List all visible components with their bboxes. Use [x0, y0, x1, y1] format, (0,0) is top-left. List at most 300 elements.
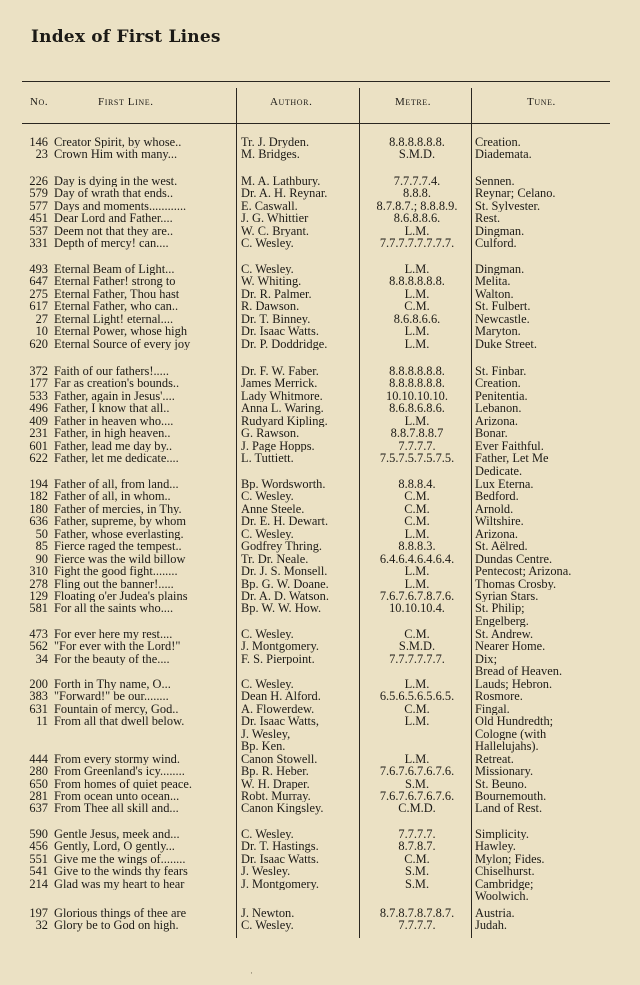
tune: Simplicity. — [475, 828, 529, 841]
hymn-number: 456 — [29, 839, 48, 854]
table-row — [0, 200, 640, 212]
first-line: Forth in Thy name, O... — [54, 678, 171, 691]
table-row — [0, 690, 640, 702]
first-line: Fight the good fight........ — [54, 565, 178, 578]
hymn-number: 85 — [35, 539, 48, 554]
tune: Maryton. — [475, 325, 521, 338]
author: Canon Stowell. — [241, 752, 318, 766]
entry-group — [0, 263, 640, 350]
first-line: From Thee all skill and... — [54, 802, 179, 815]
first-line: Eternal Father, Thou hast — [54, 287, 180, 301]
entry-group — [0, 828, 640, 903]
metre: 10.10.10.4. — [389, 602, 445, 615]
table-row — [0, 802, 640, 814]
first-line: Glad was my heart to hear — [54, 877, 185, 891]
author: J. Montgomery. — [241, 877, 320, 891]
tune: Fingal. — [475, 702, 510, 716]
table-row — [0, 853, 640, 865]
hymn-number: 562 — [29, 639, 48, 654]
tune: Engelberg. — [475, 614, 529, 628]
hymn-number: 90 — [35, 551, 48, 566]
entry-group — [0, 628, 640, 678]
tune: Bournemouth. — [475, 789, 547, 803]
table-row — [0, 478, 640, 490]
tune: Mylon; Fides. — [475, 852, 545, 866]
author: Dr. R. Palmer. — [241, 287, 312, 301]
first-line: For ever here my rest.... — [54, 628, 173, 641]
author: Godfrey Thring. — [241, 540, 322, 553]
first-line: From all that dwell below. — [54, 715, 185, 728]
hymn-number: 537 — [29, 223, 48, 238]
author: C. Wesley. — [241, 263, 294, 276]
first-line: Floating o'er Judea's plains — [54, 589, 188, 603]
first-line: From homes of quiet peace. — [54, 777, 192, 790]
metre: L.M. — [404, 678, 430, 691]
author: Dr. Isaac Watts. — [241, 325, 319, 338]
table-row — [0, 703, 640, 715]
table-row — [0, 765, 640, 777]
metre: 7.7.7.7.7.7. — [389, 652, 445, 666]
tune: Dundas Centre. — [475, 552, 553, 566]
first-line: Glorious things of thee are — [54, 907, 187, 920]
first-line: Father of mercies, in Thy. — [54, 502, 182, 516]
metre: 6.5.6.5.6.5.6.5. — [379, 690, 455, 703]
author: Bp. R. Heber. — [241, 765, 309, 778]
first-line: Father of all, from land... — [54, 478, 179, 491]
tune: Reynar; Celano. — [475, 187, 556, 200]
hymn-number: 533 — [29, 388, 48, 403]
first-line: Eternal Father, who can.. — [54, 300, 179, 313]
metre: 10.10.10.10. — [386, 389, 448, 403]
metre: 8.8.8.4. — [398, 478, 436, 491]
author: Canon Kingsley. — [241, 802, 324, 815]
entry-group — [0, 478, 640, 627]
metre: 8.8.8.3. — [398, 540, 436, 553]
hymn-number: 636 — [29, 514, 48, 529]
tune: St. Sylvester. — [475, 199, 541, 213]
table-row — [0, 728, 640, 740]
table-row — [0, 653, 640, 665]
metre: L.M. — [404, 715, 430, 728]
tune: Dingman. — [475, 224, 525, 238]
author: E. Caswall. — [241, 199, 298, 213]
tune: Diademata. — [475, 148, 532, 161]
table-row — [0, 715, 640, 727]
table-row — [0, 465, 640, 477]
hymn-number: 32 — [35, 918, 48, 933]
tune: Arizona. — [475, 527, 519, 541]
table-row — [0, 427, 640, 439]
tune: Bonar. — [475, 427, 508, 440]
hymn-number: 451 — [29, 211, 48, 226]
first-line: Dear Lord and Father.... — [54, 212, 173, 225]
first-line: Eternal Source of every joy — [54, 337, 191, 351]
table-row — [0, 578, 640, 590]
metre: 7.6.7.6.7.6.7.6. — [379, 789, 455, 803]
hymn-number: 622 — [29, 451, 48, 466]
author: Bp. G. W. Doane. — [241, 577, 329, 590]
hymn-number: 280 — [29, 764, 48, 779]
author: F. S. Pierpoint. — [241, 652, 315, 666]
hymn-number: 34 — [35, 651, 48, 666]
metre: 7.6.7.6.7.8.7.6. — [379, 589, 455, 603]
tune: Bedford. — [475, 490, 519, 503]
hymn-number: 231 — [29, 426, 48, 441]
tune: Judah. — [475, 919, 508, 932]
header-bottom-rule — [22, 123, 610, 124]
first-line: "Forward!" be our........ — [54, 690, 169, 703]
hymn-number: 631 — [29, 701, 48, 716]
tune: Dingman. — [475, 263, 525, 276]
table-row — [0, 678, 640, 690]
metre: 7.7.7.7. — [398, 439, 436, 453]
tune: Pentecost; Arizona. — [475, 565, 572, 578]
metre: 8.8.8.8.8.8. — [389, 377, 445, 390]
first-line: Father, supreme, by whom — [54, 515, 186, 528]
metre: C.M. — [404, 300, 430, 313]
author: J. Page Hopps. — [241, 439, 315, 453]
metre: 8.6.8.8.6. — [393, 212, 441, 225]
tune: Melita. — [475, 275, 511, 288]
metre: L.M. — [404, 414, 430, 428]
author: Robt. Murray. — [241, 789, 311, 803]
tune: Lebanon. — [475, 402, 522, 415]
table-row — [0, 503, 640, 515]
table-row — [0, 553, 640, 565]
author: C. Wesley. — [241, 237, 294, 250]
tune: Bread of Heaven. — [475, 665, 563, 678]
metre: L.M. — [404, 287, 430, 301]
tune: Wiltshire. — [475, 515, 524, 528]
table-row — [0, 628, 640, 640]
table-row — [0, 452, 640, 464]
metre: S.M. — [404, 877, 430, 891]
hymn-number: 496 — [29, 401, 48, 416]
metre: 8.7.8.7.; 8.8.8.9. — [376, 199, 458, 213]
metre: 7.6.7.6.7.6.7.6. — [379, 765, 455, 778]
table-row — [0, 187, 640, 199]
metre: 8.7.8.7. — [398, 840, 436, 853]
tune: Father, Let Me — [475, 452, 549, 465]
first-line: Fountain of mercy, God.. — [54, 702, 179, 716]
author: J. Montgomery. — [241, 640, 320, 653]
author: W. H. Draper. — [241, 777, 310, 790]
hymn-number: 577 — [29, 198, 48, 213]
hymn-number: 10 — [35, 324, 48, 339]
table-row — [0, 148, 640, 160]
hymn-number: 146 — [29, 135, 48, 149]
author: J. Wesley, — [241, 727, 291, 741]
metre: L.M. — [404, 325, 430, 338]
hymn-number: 383 — [29, 689, 48, 704]
tune: Ever Faithful. — [475, 439, 544, 453]
tune: Hallelujahs). — [475, 740, 539, 753]
first-line: For the beauty of the.... — [54, 652, 170, 666]
tune: Syrian Stars. — [475, 589, 539, 603]
hymn-number: 50 — [35, 526, 48, 541]
metre: S.M.D. — [398, 148, 436, 161]
author: Dr. A. D. Watson. — [241, 589, 329, 603]
first-line: Creator Spirit, by whose.. — [54, 136, 182, 149]
table-row — [0, 590, 640, 602]
header-author: Author. — [270, 96, 313, 108]
table-row — [0, 865, 640, 877]
metre: 8.7.8.7.8.7.8.7. — [379, 907, 455, 920]
header-first-line: First Line. — [98, 96, 154, 108]
first-line: Give to the winds thy fears — [54, 865, 188, 878]
tune: Old Hundredth; — [475, 715, 554, 728]
hymn-number: 647 — [29, 274, 48, 289]
author: Rudyard Kipling. — [241, 414, 328, 428]
first-line: For all the saints who.... — [54, 602, 174, 615]
tune: St. Philip; — [475, 602, 525, 615]
table-row — [0, 753, 640, 765]
first-line: From every stormy wind. — [54, 752, 180, 766]
first-line: Glory be to God on high. — [54, 919, 179, 932]
hymn-number: 601 — [29, 438, 48, 453]
table-row — [0, 415, 640, 427]
first-line: Far as creation's bounds.. — [54, 377, 180, 390]
table-row — [0, 778, 640, 790]
author: C. Wesley. — [241, 678, 294, 691]
metre: C.M.D. — [398, 802, 436, 815]
tune: Newcastle. — [475, 312, 530, 326]
hymn-number: 214 — [29, 876, 48, 891]
author: J. G. Whittier — [241, 212, 309, 225]
first-line: Eternal Beam of Light... — [54, 263, 175, 276]
author: Anna L. Waring. — [241, 402, 324, 415]
metre: S.M. — [404, 865, 430, 878]
page-speck: · — [250, 968, 253, 978]
metre: C.M. — [404, 490, 430, 503]
table-row — [0, 212, 640, 224]
hymn-number: 182 — [29, 489, 48, 504]
first-line: Father, lead me day by.. — [54, 439, 173, 453]
author: Bp. Wordsworth. — [241, 478, 326, 491]
tune: Thomas Crosby. — [475, 577, 557, 590]
table-row — [0, 878, 640, 890]
first-line: From ocean unto ocean... — [54, 789, 180, 803]
hymn-number: 180 — [29, 501, 48, 516]
author: Dr. J. S. Monsell. — [241, 565, 328, 578]
hymn-number: 650 — [29, 776, 48, 791]
author: Bp. Ken. — [241, 740, 286, 753]
tune: Retreat. — [475, 752, 514, 766]
hymn-number: 473 — [29, 627, 48, 641]
table-row — [0, 490, 640, 502]
metre: L.M. — [404, 565, 430, 578]
tune: Creation. — [475, 136, 521, 149]
tune: St. Finbar. — [475, 365, 527, 378]
metre: L.M. — [404, 224, 430, 238]
table-row — [0, 615, 640, 627]
metre: 8.6.8.6.6. — [393, 312, 441, 326]
table-row — [0, 565, 640, 577]
metre: C.M. — [404, 702, 430, 716]
header-tune: Tune. — [527, 96, 556, 108]
hymn-number: 541 — [29, 864, 48, 879]
table-row — [0, 790, 640, 802]
author: Dr. A. H. Reynar. — [241, 187, 328, 200]
first-line: Faith of our fathers!..... — [54, 365, 169, 378]
first-line: Day is dying in the west. — [54, 175, 178, 188]
first-line: Fierce raged the tempest.. — [54, 540, 182, 553]
author: G. Rawson. — [241, 427, 300, 440]
hymn-number: 226 — [29, 174, 48, 188]
first-line: "For ever with the Lord!" — [54, 640, 181, 653]
hymn-number: 281 — [29, 788, 48, 803]
hymn-number: 331 — [29, 236, 48, 251]
tune: Penitentia. — [475, 389, 528, 403]
metre: 8.8.8.8.8.8. — [389, 136, 445, 149]
metre: L.M. — [404, 337, 430, 351]
first-line: Father, in high heaven.. — [54, 427, 171, 440]
table-row — [0, 275, 640, 287]
first-line: Depth of mercy! can.... — [54, 237, 169, 250]
metre: 7.5.7.5.7.5.7.5. — [379, 452, 455, 465]
author: Dr. Isaac Watts, — [241, 715, 319, 728]
table-row — [0, 440, 640, 452]
table-row — [0, 338, 640, 350]
author: A. Flowerdew. — [241, 702, 315, 716]
first-line: Father, let me dedicate.... — [54, 452, 179, 465]
tune: St. Aëlred. — [475, 540, 528, 553]
tune: Cambridge; — [475, 877, 534, 891]
metre: S.M. — [404, 777, 430, 790]
first-line: Day of wrath that ends.. — [54, 187, 174, 200]
first-line: Gentle Jesus, meek and... — [54, 828, 180, 841]
author: Anne Steele. — [241, 502, 305, 516]
metre: 7.7.7.7.7.7.7.7. — [379, 237, 455, 250]
entry-group — [0, 678, 640, 815]
entry-group — [0, 365, 640, 477]
author: James Merrick. — [241, 377, 318, 390]
first-line: Father, whose everlasting. — [54, 527, 184, 541]
table-row — [0, 263, 640, 275]
header-no: No. — [30, 96, 49, 108]
hymn-number: 590 — [29, 827, 48, 841]
first-line: Father of all, in whom.. — [54, 490, 171, 503]
author: R. Dawson. — [241, 300, 300, 313]
table-row — [0, 907, 640, 919]
tune: Creation. — [475, 377, 521, 390]
table-row — [0, 300, 640, 312]
author: Dean H. Alford. — [241, 690, 321, 703]
author: Tr. Dr. Neale. — [241, 552, 309, 566]
hymn-number: 275 — [29, 286, 48, 301]
table-row — [0, 890, 640, 902]
hymn-number: 278 — [29, 576, 48, 591]
table-row — [0, 540, 640, 552]
first-line: Days and moments............ — [54, 199, 187, 213]
first-line: Give me the wings of........ — [54, 852, 186, 866]
first-line: Fling out the banner!..... — [54, 577, 174, 590]
tune: Duke Street. — [475, 337, 537, 351]
hymn-number: 23 — [35, 147, 48, 162]
metre: S.M.D. — [398, 640, 436, 653]
tune: Missionary. — [475, 765, 534, 778]
table-row — [0, 515, 640, 527]
author: M. Bridges. — [241, 148, 300, 161]
metre: L.M. — [404, 752, 430, 766]
page-title: Index of First Lines — [31, 27, 221, 47]
hymn-number: 177 — [29, 376, 48, 391]
author: W. C. Bryant. — [241, 224, 310, 238]
author: L. Tuttiett. — [241, 452, 294, 465]
hymn-number: 617 — [29, 299, 48, 314]
table-row — [0, 175, 640, 187]
author: Dr. E. H. Dewart. — [241, 515, 329, 528]
tune: Dedicate. — [475, 464, 523, 477]
hymn-number: 11 — [36, 714, 48, 729]
header-top-rule — [22, 81, 610, 82]
author: Dr. T. Hastings. — [241, 840, 319, 853]
table-row — [0, 665, 640, 677]
hymn-number: 493 — [29, 262, 48, 276]
hymn-number: 581 — [29, 601, 48, 616]
hymn-number: 372 — [29, 364, 48, 378]
tune: Sennen. — [475, 175, 515, 188]
tune: Cologne (with — [475, 727, 547, 741]
tune: Dix; — [475, 652, 498, 666]
first-line: Deem not that they are.. — [54, 224, 174, 238]
metre: 8.8.7.8.8.7 — [390, 427, 444, 440]
table-row — [0, 840, 640, 852]
hymn-number: 551 — [29, 851, 48, 866]
hymn-number: 27 — [35, 311, 48, 326]
first-line: Crown Him with many... — [54, 148, 178, 161]
metre: L.M. — [404, 263, 430, 276]
author: Dr. T. Binney. — [241, 312, 311, 326]
first-line: Eternal Power, whose high — [54, 325, 188, 338]
author: J. Newton. — [241, 907, 295, 920]
table-row — [0, 325, 640, 337]
first-line: Father, again in Jesus'.... — [54, 389, 175, 403]
table-row — [0, 919, 640, 931]
tune: St. Beuno. — [475, 777, 527, 790]
hymn-number: 194 — [29, 477, 48, 491]
author: C. Wesley. — [241, 919, 294, 932]
metre: C.M. — [404, 502, 430, 516]
author: C. Wesley. — [241, 490, 294, 503]
first-line: From Greenland's icy........ — [54, 765, 185, 778]
table-row — [0, 237, 640, 249]
metre: C.M. — [404, 515, 430, 528]
hymn-number: 579 — [29, 186, 48, 201]
tune: Arizona. — [475, 414, 519, 428]
hymn-number: 620 — [29, 336, 48, 351]
author: Dr. Isaac Watts. — [241, 852, 319, 866]
table-row — [0, 377, 640, 389]
tune: Land of Rest. — [475, 802, 543, 815]
metre: 8.8.8. — [403, 187, 431, 200]
metre: C.M. — [404, 628, 430, 641]
first-line: Father in heaven who.... — [54, 414, 174, 428]
metre: C.M. — [404, 852, 430, 866]
first-line: Fierce was the wild billow — [54, 552, 186, 566]
table-row — [0, 402, 640, 414]
author: Bp. W. W. How. — [241, 602, 322, 615]
hymn-number: 129 — [29, 588, 48, 603]
author: Lady Whitmore. — [241, 389, 323, 403]
table-row — [0, 288, 640, 300]
hymn-number: 310 — [29, 564, 48, 579]
table-row — [0, 136, 640, 148]
metre: 7.7.7.7.4. — [393, 175, 441, 188]
table-row — [0, 365, 640, 377]
table-row — [0, 390, 640, 402]
tune: Lauds; Hebron. — [475, 678, 553, 691]
